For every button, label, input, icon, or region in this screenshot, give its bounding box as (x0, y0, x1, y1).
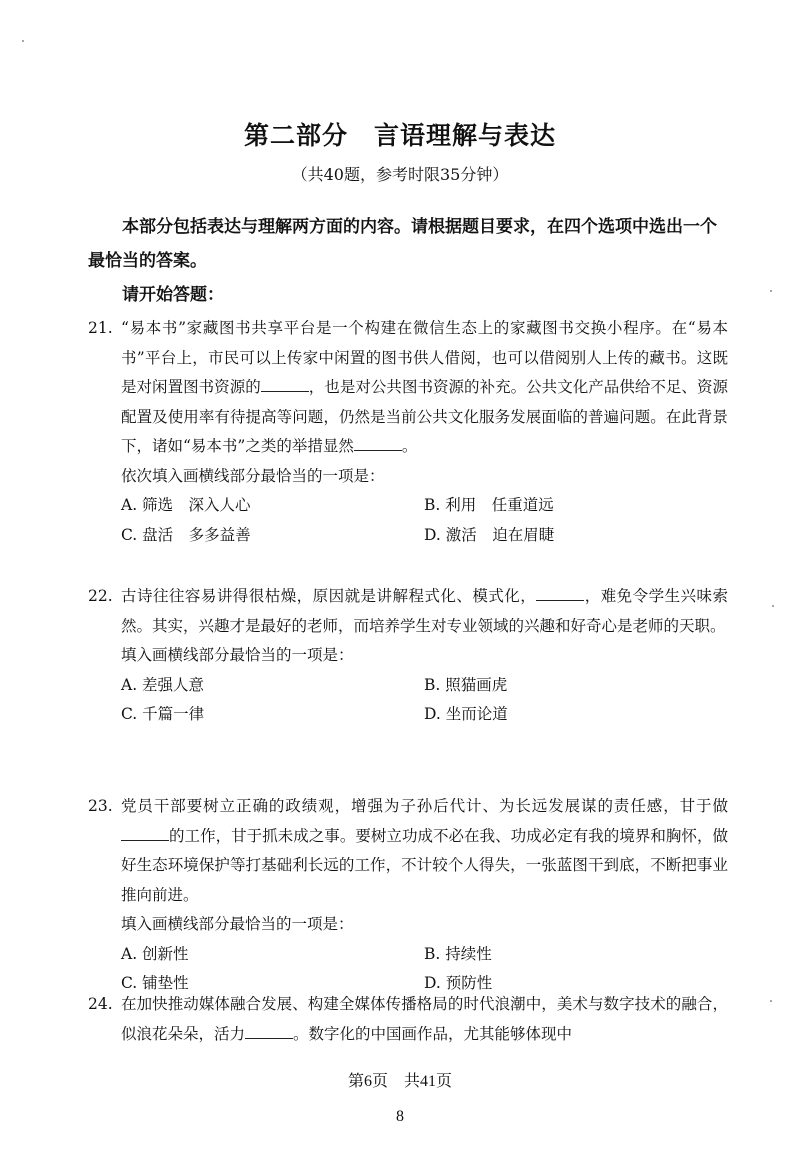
question-stem: 古诗往往容易讲得很枯燥，原因就是讲解程式化、模式化， ，难免令学生兴味索然。其实，兴趣才是最好的老师，而培养学生对专业领域的兴趣和好奇心是老师的天职。 (121, 587, 728, 635)
question-prompt: 填入画横线部分最恰当的一项是： (121, 915, 354, 933)
scan-speck (770, 290, 772, 292)
option-c: C. 千篇一律 (121, 705, 205, 723)
question-24 (88, 990, 728, 1049)
option-b: B. 持续性 (424, 944, 492, 963)
option-b: B. 利用 任重道远 (424, 496, 554, 514)
page-footer: 第6页 共41页 (347, 1073, 452, 1090)
question-23 (88, 792, 728, 999)
answer-blank (121, 826, 169, 841)
question-22 (88, 582, 728, 730)
answer-blank (261, 377, 309, 392)
answer-blank (245, 1024, 293, 1039)
question-21 (88, 314, 728, 550)
scan-speck (770, 1000, 772, 1002)
option-a: A. 创新性 (121, 944, 189, 963)
answer-blank (354, 436, 402, 451)
question-number: 21. (88, 319, 113, 337)
option-a: A. 筛选 深入人心 (121, 496, 251, 514)
scan-speck (772, 605, 774, 607)
question-stem: “易本书”家藏图书共享平台是一个构建在微信生态上的家藏图书交换小程序。在“易本书”平台上，市民可以上传家中闲置的图书供人借阅，也可以借阅别人上传的藏书。这既是对闲置图书资源的 ，也是对公共图书资源的补充。公共文化产品供给不足、资源配置及使用率有待提高等问题，仍然是当前公共文化服务发展面临的普遍问题。在此背景下，诸如“易本书”之类的举措显然 。 (121, 319, 728, 455)
option-c: C. 铺垫性 (121, 974, 189, 992)
start-prompt: 请开始答题： (122, 285, 224, 305)
options (121, 491, 728, 550)
question-prompt: 依次填入画横线部分最恰当的一项是： (121, 466, 385, 485)
question-number: 22. (88, 587, 113, 605)
answer-blank (536, 586, 584, 601)
page-number: 8 (396, 1108, 404, 1125)
section-title: 第二部分 言语理解与表达 (243, 121, 556, 150)
option-d: D. 预防性 (424, 974, 493, 992)
question-stem: 在加快推动媒体融合发展、构建全媒体传播格局的时代浪潮中，美术与数字技术的融合，似浪花朵朵，活力 。数字化的中国画作品，尤其能够体现中 (121, 995, 728, 1043)
section-instructions: 本部分包括表达与理解两方面的内容。请根据题目要求，在四个选项中选出一个最恰当的答案。 (88, 217, 717, 271)
option-d: D. 坐而论道 (424, 705, 508, 723)
option-a: A. 差强人意 (121, 675, 205, 694)
question-number: 24. (88, 995, 113, 1013)
question-prompt: 填入画横线部分最恰当的一项是： (121, 646, 354, 664)
question-number: 23. (88, 797, 113, 815)
option-b: B. 照猫画虎 (424, 675, 508, 694)
options (121, 671, 728, 730)
option-c: C. 盘活 多多益善 (121, 525, 251, 544)
scan-speck (22, 40, 24, 42)
question-stem: 党员干部要树立正确的政绩观，增强为子孙后代计、为长远发展谋的责任感，甘于做的工作，甘于抓未成之事。要树立功成不必在我、功成必定有我的境界和胸怀，做好生态环境保护等打基础利长远的工作，不计较个人得失，一张蓝图干到底，不断把事业推向前进。 (121, 797, 728, 904)
section-subtitle: （共40题，参考时限35分钟） (291, 165, 509, 184)
option-d: D. 激活 迫在眉睫 (424, 525, 555, 544)
